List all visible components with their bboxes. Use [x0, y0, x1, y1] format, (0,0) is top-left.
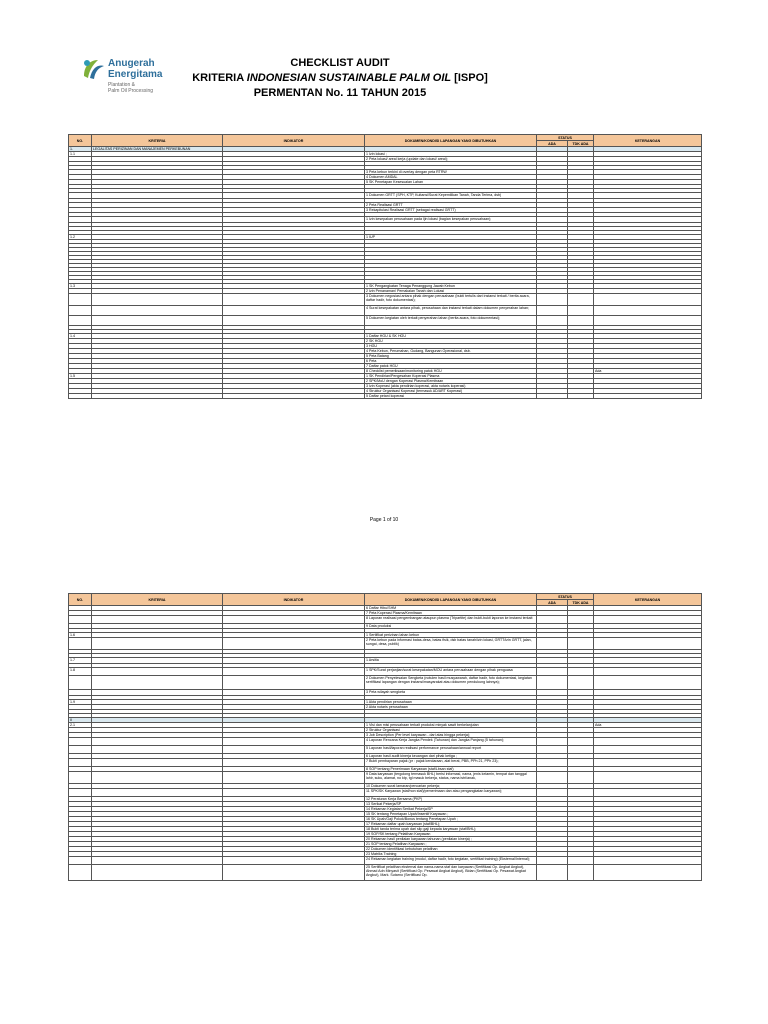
cell-ada [537, 306, 568, 316]
cell-kriteria [92, 306, 223, 316]
cell-keterangan [594, 772, 702, 784]
header-keterangan: KETERANGAN [594, 594, 702, 606]
cell-tidak-ada [568, 772, 594, 784]
logo-line-3: Plantation & Palm Oil Processing [108, 82, 154, 94]
cell-indikator [223, 865, 365, 881]
cell-dokumen: 9 Data karyawan (tergolong termasuk BHL) berisi informasi, nama, jenis kelamin, tempat dan tanggal lahir, suku, alamat, no ktp, tgl masuk bekerja, status, nama istri/anak, [365, 772, 537, 784]
cell-kriteria [92, 638, 223, 650]
table-row [69, 394, 702, 399]
checklist-table-page-1 [68, 134, 702, 399]
cell-no [69, 759, 92, 767]
cell-no: 1.1 [69, 152, 92, 157]
cell-no: 1.3 [69, 284, 92, 289]
cell-dokumen: 2 Izin Penanaman/ Pemakaian Tanah dan Lokasi [365, 289, 537, 294]
cell-no: 1.8 [69, 668, 92, 676]
cell-no [69, 616, 92, 624]
cell-dokumen: 14 Rekaman Kegiatan Serikat Pekerja/SP [365, 807, 537, 812]
cell-ada [537, 294, 568, 306]
table-row [69, 668, 702, 676]
palm-leaf-icon [80, 56, 106, 82]
cell-no: 2.1 [69, 723, 92, 728]
cell-dokumen: 22 Dokumen identifikasi kebutuhan pelatihan [365, 847, 537, 852]
cell-ada [537, 759, 568, 767]
cell-dokumen: 1 Akta pendirian perusahaan [365, 700, 537, 705]
cell-keterangan [594, 394, 702, 399]
cell-indikator [223, 394, 365, 399]
cell-dokumen: 8 SOP tentang Penerimaan Karyawan (staf/Lbsan staf) [365, 767, 537, 772]
cell-keterangan [594, 865, 702, 881]
header-status: STATUS [537, 594, 594, 600]
cell-no: 1.4 [69, 334, 92, 339]
table-row [69, 759, 702, 767]
cell-tidak-ada [568, 759, 594, 767]
header-no: NO. [69, 594, 92, 606]
cell-tidak-ada [568, 738, 594, 746]
cell-ada [537, 789, 568, 797]
cell-kriteria [92, 316, 223, 326]
cell-keterangan [594, 294, 702, 306]
cell-dokumen: 1 SK Pengangkatan Tenaga Penanggung Jawab Kebun [365, 284, 537, 289]
table-row [69, 306, 702, 316]
table-row [69, 772, 702, 784]
cell-dokumen: 5 SK Penetapan Kesesuaian Lahan [365, 180, 537, 185]
cell-dokumen: 3 Dokumen negosiasi antara pihak dengan perusahaan (bukti tertulis dari instansi terkait / berita acara, daftar hadir, foto dokumentasi); [365, 294, 537, 306]
cell-dokumen: 3 Izin Koperasi (akta pendirian koperasi, akta notaris koperasi) [365, 384, 537, 389]
cell-ada [537, 316, 568, 326]
title-line-2: KRITERIA INDONESIAN SUSTAINABLE PALM OIL [ISPO] [192, 72, 488, 84]
cell-dokumen: 1 SK Pendirian/Pengesahan Koperasi Plasma [365, 374, 537, 379]
cell-tidak-ada [568, 294, 594, 306]
cell-dokumen: 23 Matriks Training [365, 852, 537, 857]
cell-kriteria [92, 394, 223, 399]
table-row [69, 676, 702, 690]
cell-no [69, 789, 92, 797]
table-row [69, 746, 702, 754]
cell-dokumen: 2 Akta notaris perusahaan [365, 705, 537, 710]
table-row [69, 738, 702, 746]
header-kriteria: KRITERIA [92, 594, 223, 606]
cell-tidak-ada [568, 316, 594, 326]
cell-dokumen: 4 Laporan Rencana Kerja Jangka Pendek (Tahunan) dan Jangka Panjang (5 tahunan); [365, 738, 537, 746]
header-dokumen: DOKUMEN/KONDISI LAPANGAN YANG DIBUTUHKAN [365, 594, 537, 606]
cell-dokumen: 24 Rekaman kegiatan training (modul, daftar hadir, foto kegiatan, sertifikat training) (Eksternal/Internal); [365, 857, 537, 865]
cell-tidak-ada [568, 306, 594, 316]
cell-dokumen: 2 SK HGU [365, 339, 537, 344]
cell-no [69, 316, 92, 326]
header-dokumen: DOKUMEN/KONDISI LAPANGAN YANG DIBUTUHKAN [365, 135, 537, 147]
cell-tidak-ada [568, 789, 594, 797]
cell-keterangan [594, 746, 702, 754]
table-row [69, 857, 702, 865]
cell-kriteria [92, 772, 223, 784]
cell-keterangan: Ada [594, 369, 702, 374]
cell-tidak-ada [568, 865, 594, 881]
cell-indikator [223, 316, 365, 326]
cell-tidak-ada [568, 668, 594, 676]
cell-ada [537, 676, 568, 690]
header-indikator: INDIKATOR [223, 135, 365, 147]
header-tidak-ada: TDK ADA [568, 141, 594, 147]
cell-dokumen: 4 Struktur Organisasi Koperasi (termasuk AD/ART Koperasi) [365, 389, 537, 394]
cell-indikator [223, 306, 365, 316]
header-no: NO. [69, 135, 92, 147]
cell-kriteria: LEGALITAS PERIZINAN DAN MANAJEMEN PERKEBUNAN [92, 147, 223, 152]
cell-no [69, 676, 92, 690]
cell-no [69, 857, 92, 865]
cell-dokumen: 1 Visi dan misi perusahaan terkait produksi minyak sawit berkelanjutan [365, 723, 537, 728]
cell-dokumen: 1 Daftar HGU & SK HGU [365, 334, 537, 339]
cell-dokumen: 9 Data produksi [365, 624, 537, 629]
table-row [69, 316, 702, 326]
cell-dokumen: 12 Peraturan Kerja Bersama (PKP) [365, 797, 537, 802]
cell-indikator [223, 759, 365, 767]
cell-dokumen: 5 Peta Batang [365, 354, 537, 359]
cell-indikator [223, 676, 365, 690]
table-row [69, 865, 702, 881]
cell-dokumen: 4 Dokumen AMDAL [365, 175, 537, 180]
cell-indikator [223, 638, 365, 650]
cell-dokumen: 5 Dokumen kegiatan oleh terkait penyerahan lahan (berita acara, foto dokumentasi); [365, 316, 537, 326]
cell-dokumen: 7 Daftar patok HGU [365, 364, 537, 369]
checklist-table-page-2 [68, 593, 702, 881]
cell-no: 1.6 [69, 633, 92, 638]
cell-no [69, 865, 92, 881]
cell-no [69, 306, 92, 316]
cell-dokumen: 20 Rekaman hasil penilaian karyawan tahunan (penilaian kinerja) ; [365, 837, 537, 842]
cell-indikator [223, 738, 365, 746]
cell-tidak-ada [568, 746, 594, 754]
cell-dokumen: 6 Daftar Hibu/SHM [365, 606, 537, 611]
cell-dokumen: 1 IUP [365, 235, 537, 240]
cell-dokumen: 2 Peta Realisasi GRTT [365, 203, 537, 208]
table-row [69, 638, 702, 650]
cell-dokumen: 1 Izin kesepakan perusahaan pada Ijin lokasi (bagian kesepakan perusahaan); [365, 217, 537, 223]
logo-line-1: Anugerah [108, 58, 155, 69]
cell-dokumen: 11 SPK/SK Karyawan (staf/non staf)/pemerimaan dan atau pengangkatan karyawan); [365, 789, 537, 797]
cell-kriteria [92, 759, 223, 767]
table-row [69, 789, 702, 797]
header-tidak-ada: TDK ADA [568, 600, 594, 606]
cell-dokumen: 2 Peta kebun pada informasi batas-desa, batas fisik, dsb batas tanah/izin lokasi, GRTT/izin GRTT, jalan, sungai, desa, publik) [365, 638, 537, 650]
cell-dokumen: 1 SPK/Surat perjanjian/surat kesepakatan/MOU antara perusahaan dengan pihak penguasa [365, 668, 537, 676]
header-ada: ADA [537, 141, 568, 147]
cell-dokumen: 1 Dokumen GRTT (SPH, KTP, Kuitansi/Surat Kepemilikan Tanah, Tanda Terima, dsb) [365, 193, 537, 199]
cell-indikator [223, 746, 365, 754]
cell-keterangan: Ada [594, 723, 702, 728]
cell-ada [537, 668, 568, 676]
cell-ada [537, 865, 568, 881]
logo-line-2: Energitama [108, 69, 163, 80]
cell-ada [537, 738, 568, 746]
cell-tidak-ada [568, 676, 594, 690]
cell-no: 1.5 [69, 374, 92, 379]
cell-indikator [223, 294, 365, 306]
table-row [69, 616, 702, 624]
cell-ada [537, 638, 568, 650]
cell-ada [537, 746, 568, 754]
company-logo [80, 56, 190, 96]
cell-dokumen: 7 Bukti pembayaran pajak (pr : pajak kendaraan, alat berat, PBB, PPh 21, PPh 23); [365, 759, 537, 767]
cell-no [69, 738, 92, 746]
cell-keterangan [594, 759, 702, 767]
cell-tidak-ada [568, 857, 594, 865]
cell-kriteria [92, 616, 223, 624]
cell-kriteria [92, 865, 223, 881]
cell-dokumen: 5 Laporan hasil/laporan realisasi performance perusahaan/annual report [365, 746, 537, 754]
cell-keterangan [594, 638, 702, 650]
cell-kriteria [92, 738, 223, 746]
cell-indikator [223, 789, 365, 797]
cell-dokumen: 4 Surat kesepakatan antara pihak, perusahaan dan instansi terkait dalam dokumen penyerahan lahan; [365, 306, 537, 316]
cell-keterangan [594, 789, 702, 797]
cell-no: 1.7 [69, 658, 92, 664]
cell-dokumen: 8 Laporan realisasi pengembangan ataupun plasma (Tripartite) dan bukti-bukti laporan ke instansi terkait [365, 616, 537, 624]
cell-kriteria [92, 294, 223, 306]
cell-keterangan [594, 668, 702, 676]
header-ada: ADA [537, 600, 568, 606]
cell-dokumen: 1 Sertifikat perizinan lahan kebun [365, 633, 537, 638]
cell-dokumen: 8 Checklist pemeriksaan/monitoring patok HGU [365, 369, 537, 374]
cell-keterangan [594, 676, 702, 690]
cell-kriteria [92, 857, 223, 865]
cell-dokumen: 5 Daftar petani koperasi [365, 394, 537, 399]
cell-dokumen: 4 Peta Kebun, Perumahan, Gudang, Bangunan Operasional, dsb. [365, 349, 537, 354]
cell-tidak-ada [568, 394, 594, 399]
header-kriteria: KRITERIA [92, 135, 223, 147]
header-keterangan: KETERANGAN [594, 135, 702, 147]
cell-dokumen: 6 Laporan hasil audit kinerja keuangan dari pihak ketiga ; [365, 754, 537, 759]
cell-dokumen: 7 Peta Koperasi Plasma/Kemitraan [365, 611, 537, 616]
cell-ada [537, 616, 568, 624]
cell-keterangan [594, 616, 702, 624]
cell-no: II [69, 718, 92, 723]
cell-keterangan [594, 857, 702, 865]
cell-kriteria [92, 746, 223, 754]
cell-indikator [223, 668, 365, 676]
cell-indikator [223, 857, 365, 865]
cell-indikator [223, 616, 365, 624]
cell-dokumen: 3 Rekapitulasi Realisasi GRTT (sebagai realisasi GRTT) [365, 208, 537, 213]
cell-no [69, 394, 92, 399]
cell-no [69, 294, 92, 306]
cell-kriteria [92, 789, 223, 797]
cell-tidak-ada [568, 638, 594, 650]
cell-dokumen: 2 Peta lokasi/ areal kerja (update dan lokasi/ areal); [365, 157, 537, 162]
cell-no [69, 638, 92, 650]
header-status: STATUS [537, 135, 594, 141]
cell-dokumen: 1 Izin lokasi ; [365, 152, 537, 157]
cell-no: 1.9 [69, 700, 92, 705]
cell-dokumen: 18 Bukti tanda terima upah dari slip gaji kepada karyawan (staf/BHL); [365, 827, 537, 832]
page-number: Page 1 of 10 [369, 517, 399, 523]
cell-dokumen: 3 Job Description (Per level karyawan - dari atas hingga pekerja); [365, 733, 537, 738]
cell-dokumen: 3 Peta wilayah sengketa [365, 690, 537, 696]
cell-dokumen: 10 Dokumen surat lamaran/pencarian pekerja; [365, 784, 537, 789]
cell-dokumen: 16 SK Upah/Gaji Pokok/Bonus tentang Penetapan Upah ; [365, 817, 537, 822]
cell-no [69, 772, 92, 784]
cell-dokumen: 21 SOP tentang Pelatihan Karyawan ; [365, 842, 537, 847]
cell-kriteria [92, 676, 223, 690]
cell-dokumen: 2 SPK/MoU dengan Koperasi Plasma/Kemitraan [365, 379, 537, 384]
cell-no: 1.2 [69, 235, 92, 240]
cell-kriteria [92, 668, 223, 676]
cell-dokumen: 3 HGU [365, 344, 537, 349]
cell-keterangan [594, 316, 702, 326]
cell-keterangan [594, 738, 702, 746]
cell-dokumen: 13 Serikat Pekerja/SP [365, 802, 537, 807]
cell-ada [537, 394, 568, 399]
cell-dokumen: 19 SOP/SK tentang Pelatihan Karyawan [365, 832, 537, 837]
title-line-3: PERMENTAN No. 11 TAHUN 2015 [253, 87, 427, 99]
cell-dokumen: 2 Struktur Organisasi [365, 728, 537, 733]
cell-tidak-ada [568, 616, 594, 624]
cell-dokumen: 1 Arsitia [365, 658, 537, 664]
cell-no: 1. [69, 147, 92, 152]
title-line-1: CHECKLIST AUDIT [290, 57, 390, 69]
cell-keterangan [594, 306, 702, 316]
cell-dokumen: 3 Peta kebun terkini di overlay dengan peta RTRW [365, 170, 537, 175]
cell-no [69, 746, 92, 754]
cell-ada [537, 772, 568, 784]
cell-dokumen: 6 Peta [365, 359, 537, 364]
header-indikator: INDIKATOR [223, 594, 365, 606]
cell-ada [537, 857, 568, 865]
cell-dokumen: 25 Sertifikat pelatihan eksternal dan nama-nama staf dan karyawan (Sertifikasi Op. Angkat Angkut), Ahmad Adn Minyasit (Sertifikasi Op. Pesawat Angkat Angkut), Bidan (Sertifikasi Op. Pesawat Angkat Angkut), Mark. Sutarno (Sertifikasi Op. [365, 865, 537, 881]
cell-dokumen: 2 Dokumen Penyelesaian Sengketa (notulen hasil musyawarah, daftar hadir, foto dokumentasi, kegiatan sertifikasi lapangan dengan instansi/masyarakat atau dokumen pendukung lainnya); [365, 676, 537, 690]
cell-dokumen: 15 SK tentang Penetapan Upah/Insentif Karyawan ; [365, 812, 537, 817]
cell-dokumen: 17 Rekaman daftar upah karyawan (staf/BHL); [365, 822, 537, 827]
table-row [69, 294, 702, 306]
cell-indikator [223, 772, 365, 784]
document-title [180, 56, 500, 101]
